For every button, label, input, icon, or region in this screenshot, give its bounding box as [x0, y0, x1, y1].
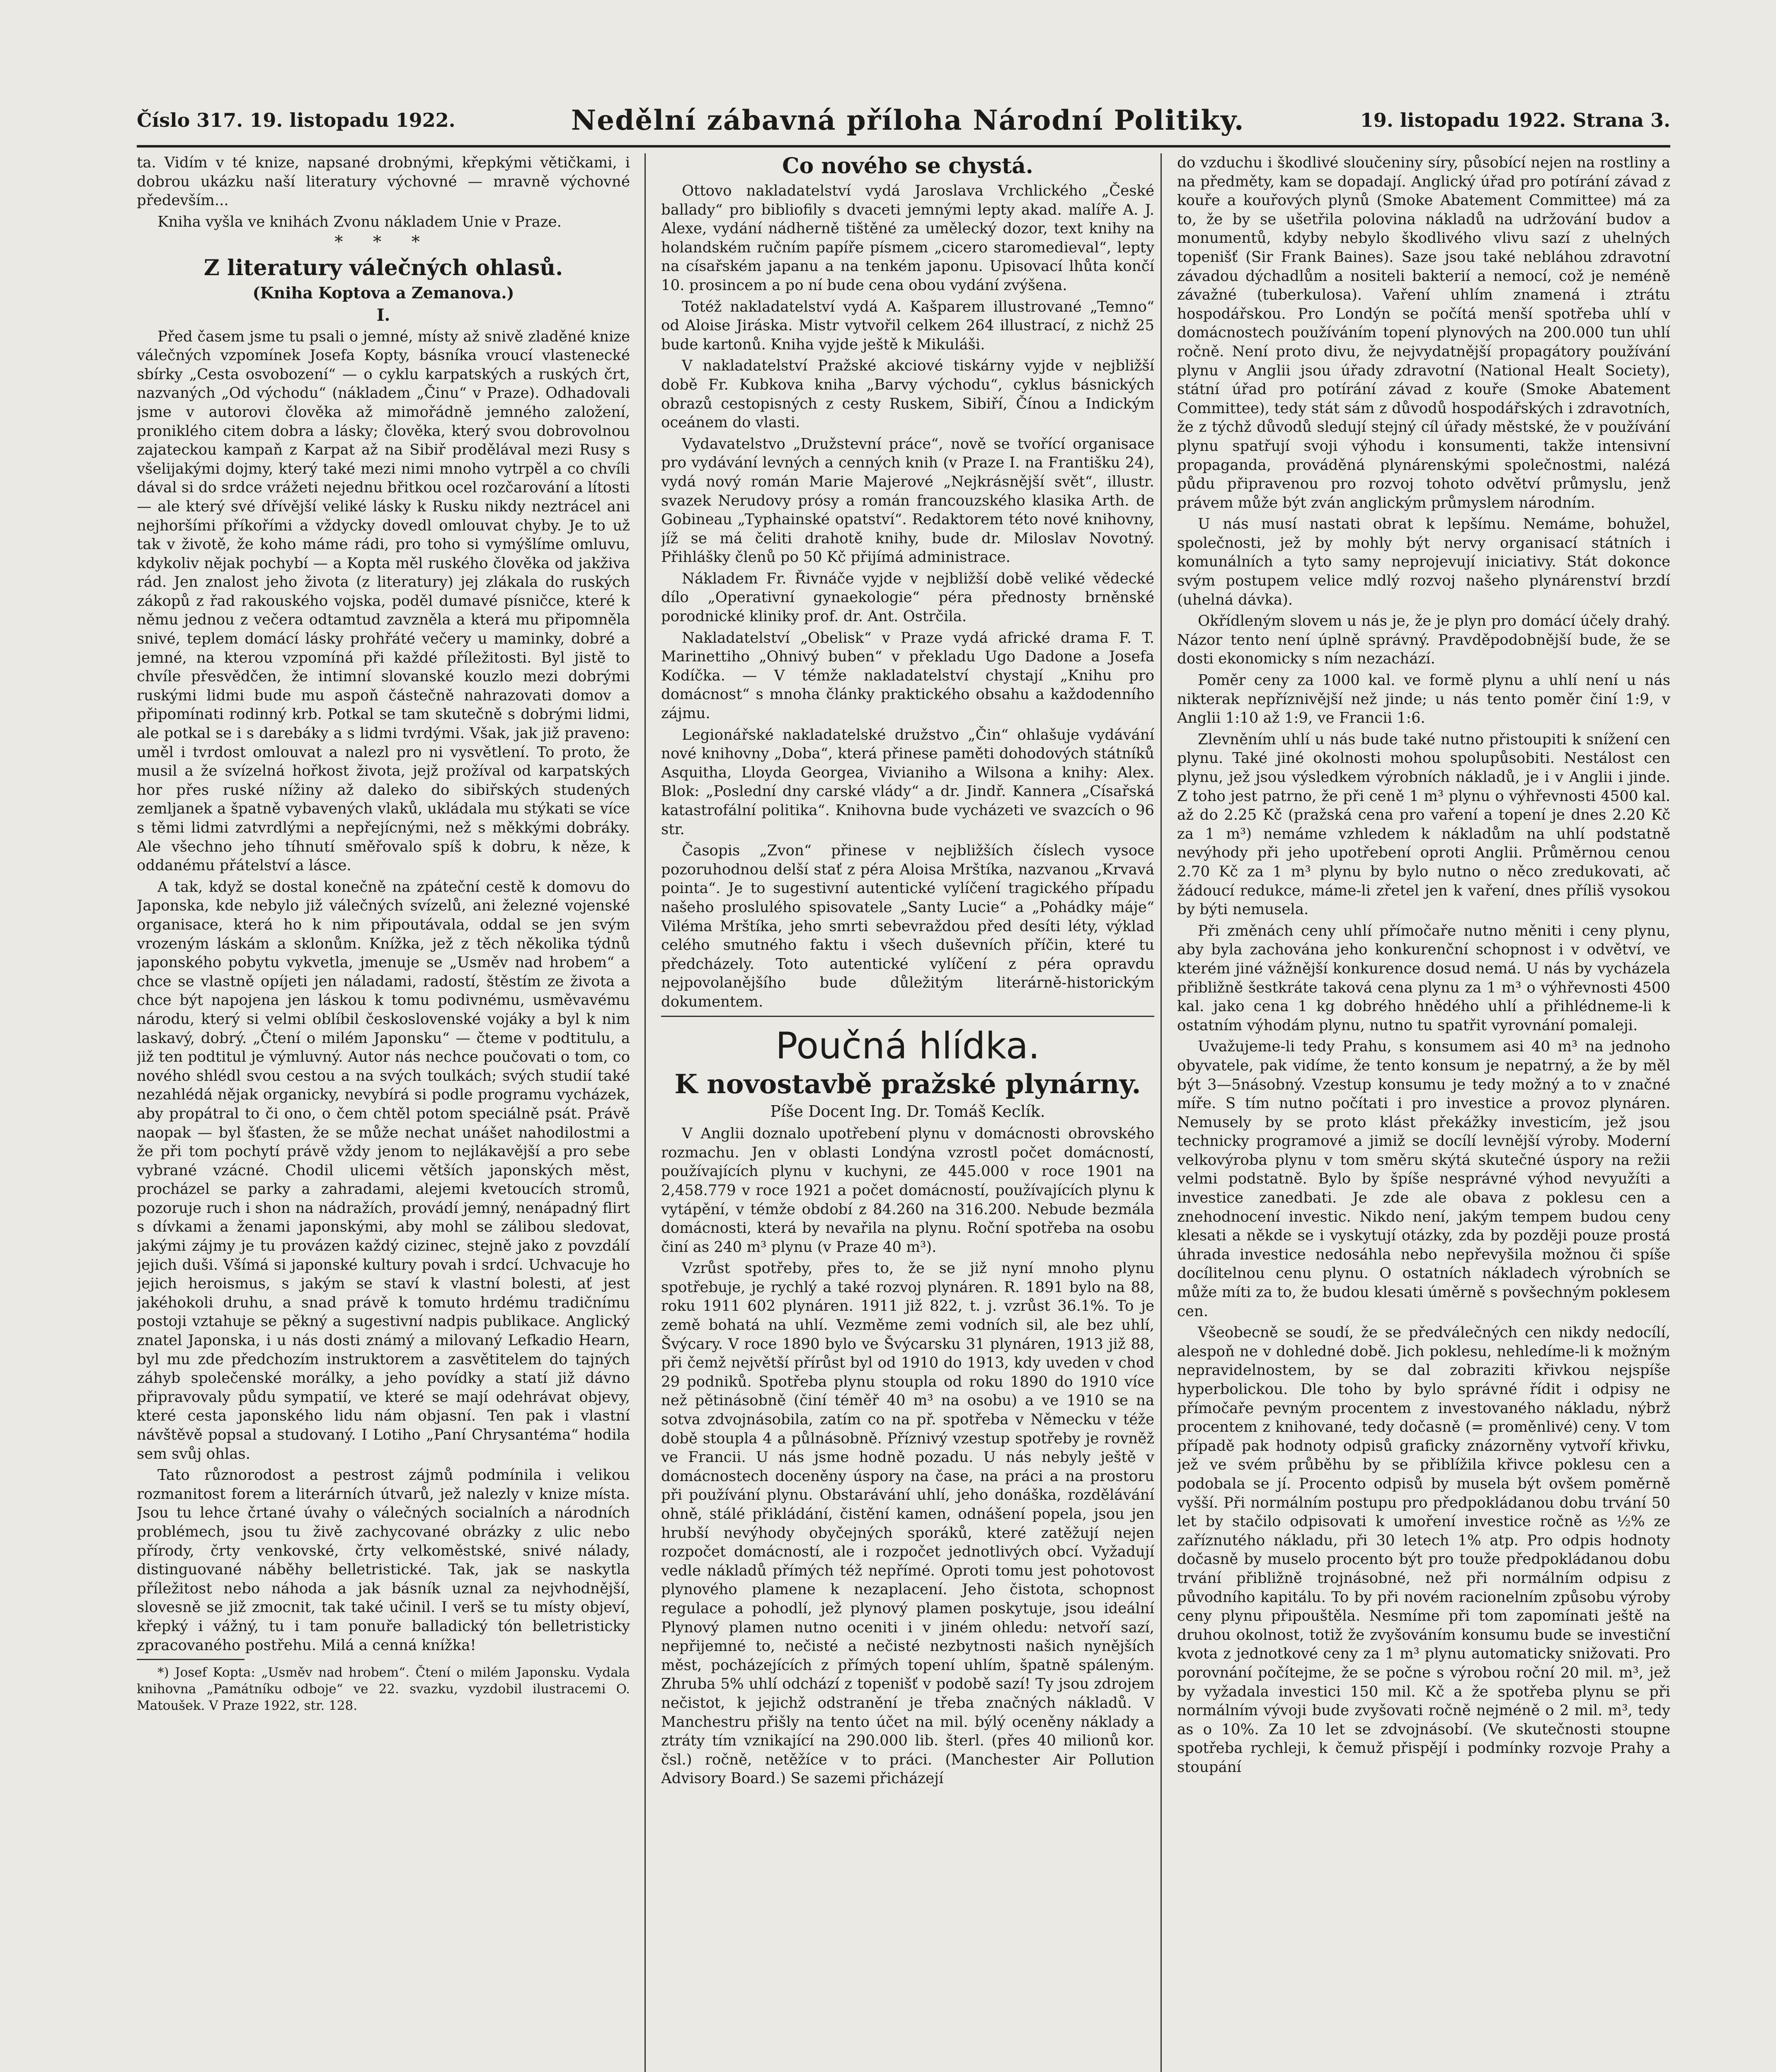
paragraph: Všeobecně se soudí, že se předválečných cen nikdy nedocílí, alespoň ne v dohledné době. Jich poklesu, nehledíme-li k možným nepravidelnostem, by se dal zobraziti křivkou nejspíše hyperbolickou. Dle toho by bylo správné řídit i odpisy ne přímočaře pevným procentem z investovaného nákladu, nýbrž procentem z knihované, tedy dočasně (= proměnlivé) ceny. V tom případě pak hodnoty odpisů graficky znázorněny vytvoří křivku, jež ve svém průběhu by se přiblížila křivce poklesu cen a podobala se jí. Procento odpisů by musela být ovšem poměrně vyšší. Při normálním postupu pro předpokládanou dobu trvání 50 let by stačilo odpisovati k umoření investice ročně as ½% ze zaříznutého nákladu, při 30 letech 1% atp. Pro odpis hodnoty dočasně by muselo procento být pro touže předpokládanou dobu trvání přibližně trojnásobné, než při normálním odpisu z původního kapitálu. To by při novém racionelním způsobu výroby ceny plynu připouštěla. Nesmíme při tom zapomínati ještě na druhou okolnost, totiž že zvyšováním konsumu bude se investiční kvota z jednotkové ceny za 1 m³ plynu automaticky snižovati. Pro porovnání počítejme, že se počne s výrobou roční 20 mil. m³, jež by vyžadala investici 150 mil. Kč a že spotřeba plynu se při normálním vývoji bude zvyšovati ročně nejméně o 2 mil. m³, tedy as o 10%. Za 10 let se zdvojnásobí. (Ve skutečnosti stoupne spotřeba rychleji, k čemuž přispějí i podmínky rozvoje Prahy a stoupání [1177, 1324, 1670, 1776]
paragraph: Okřídleným slovem u nás je, že je plyn pro domácí účely drahý. Názor tento není úplně správný. Pravděpodobnější bude, že se dosti ekonomicky s ním nezachází. [1177, 612, 1670, 668]
section-separator: * * * [334, 232, 432, 252]
article-title: K novostavbě pražské plynárny. [674, 1068, 1141, 1100]
paragraph: Vzrůst spotřeby, přes to, že se již nyní mnoho plynu spotřebuje, je rychlý a také rozvoj plynáren. R. 1891 bylo na 88, roku 1911 602 plynáren. 1911 již 822, t. j. vzrůst 36.1%. To je země bohatá na uhlí. Vezměme zemi vodních sil, ale bez uhlí, Švýcary. V roce 1890 bylo ve Švýcarsku 31 plynáren, 1913 již 88, při čemž největší přírůst byl od 1910 do 1913, kdy uveden v chod 29 podniků. Spotřeba plynu stoupla od roku 1890 do 1910 více než pětinásobně (činí téměř 40 m³ na osobu) a ve 1910 se na sotva zdvojnásobila, zatím co na př. spotřeba v Německu v téže době stoupla 4 a půlnásobně. Příznivý vzestup spotřeby je rovněž ve Francii. U nás jsme hodně pozadu. U nás nebyly ještě v domácnostech doceněny úspory na čase, na práci a na prostoru při používání plynu. Obstarávání uhlí, jeho donáška, rozdělávání ohně, stálé přikládání, čistění kamen, odnášení popela, jsou jen hrubší nevýhody obyčejných sporáků, které zatěžují nejen rozpočet domácností, ale i rozpočet jednotlivých obcí. Vyžadují vedle nákladů přímých též nepřímé. Oproti tomu jest pohotovost plynového plamene k nezaplacení. Jeho čistota, schopnost regulace a pohodlí, jež plynový plamen poskytuje, jsou ideální Plynový plamen nutno oceniti i v jiném ohledu: netvoří sazí, nepřijemné to, nečisté a nečisté nezbytnosti našich nynějších měst, pocházejících z přímých topení uhlím, špatně spáleným. Zhruba 5% uhlí odchází z topenišť v podobě sazí! Ty jsou zdrojem nečistot, k jejichž odstranění je třeba značných nákladů. V Manchestru přišly na tento účet na mil. býlý oceněny náklady a ztráty tím vznikající na 290.000 lib. šterl. (přes 40 milionů kor. čsl.) ročně, netěžíce v to práci. (Manchester Air Pollution Advisory Board.) Se sazemi přicházejí [661, 1260, 1154, 1787]
paragraph: Uvažujeme-li tedy Prahu, s konsumem asi 40 m³ na jednoho obyvatele, pak vidíme, že tento konsum je nepatrný, a že by měl být 3—5násobný. Vzestup konsumu je tedy možný a to v značné míře. S tím nutno počítati i pro investice a provoz plynáren. Nemusely by se proto klást překážky investicím, jež jsou technicky programové a jimiž se docílí levnější výroby. Moderní velkovýroba plynu v tom směru skýtá skutečné úspory na režii velmi podstatně. Bylo by špíše nesprávné výhod nevyužíti a investice zanedbati. Je zde ale obava z poklesu cen a znehodnocení investic. Nikdo není, jakým tempem budou ceny klesati a někde se i vyskytují otázky, zda by později pouze prostá úhrada investice nedosáhla nebo nepřevyšila možnou či spíše docílitelnou cenu plynu. O ostatních nákladech výrobních se může míti za to, že budou klesati úměrně s povšechným poklesem cen. [1177, 1038, 1670, 1320]
column-3 [1177, 153, 1670, 2072]
footnote: *) Josef Kopta: „Usměv nad hrobem“. Čtení o milém Japonsku. Vydala knihovna „Památníku odboje“ ve 22. svazku, vyzdobil ilustracemi O. Matoušek. V Praze 1922, str. 128. [137, 1665, 630, 1714]
article-subtitle: (Kniha Koptova a Zemanova.) [252, 283, 514, 303]
supplement-title: Nedělní zábavná příloha Národní Politiky. [571, 104, 1245, 136]
news-item: Ottovo nakladatelství vydá Jaroslava Vrchlického „České ballady“ pro bibliofily s dvaceti jemnými lepty akad. malíře A. J. Alexe, vydání nádherně tištěné za umělecký dozor, text knihy na holandském ručním papíře písmem „cicero staromedieval“, lepty na císařském japanu a na tenkém japonu. Upisovací lhůta končí 10. prosincem a po ní bude cena obou vydání zvýšena. [661, 182, 1154, 294]
news-item: Totéž nakladatelství vydá A. Kašparem illustrované „Temno“ od Aloise Jiráska. Mistr vytvořil celkem 264 illustrací, z nichž 25 bude kartonů. Kniha vyjde ještě k Mikuláši. [661, 298, 1154, 353]
column-divider [644, 153, 646, 2072]
section-banner: Poučná hlídka. [775, 1024, 1040, 1067]
paragraph: do vzduchu i škodlivé sloučeniny síry, působící nejen na rostliny a na předměty, kam se dopadají. Anglický úřad pro potírání závad z kouře a kouřových plynů (Smoke Abatement Committee) má za to, že by se ušetřila polovina nákladů na udržování budov a monumentů, kdyby nebylo škodlivého vlivu sazí z uhelných topenišť (Sir Frank Baines). Saze jsou také nebláhou zdravotní závadou dýchadlům a nositeli bakterií a nemocí, což je neméně závažné (tuberkulosa). Vaření uhlím znamená i ztrátu hospodářskou. Pro Londýn se počítá menší spotřeba uhlí v domácnostech používáním topení plynových na 200.000 tun uhlí ročně. Není proto divu, že nejvydatnější propagátory používání plynu v Anglii jsou úřady zdravotní (National Healt Society), státní úřad pro potírání závad z kouře (Smoke Abatement Committee), tedy stát sám z důvodů hospodářských i zdravotních, že z týchž důvodů sledují stejný cíl úřady městské, že v používání plynu spatřují svoji výhodu i konsumenti, takže intensivní propaganda, prováděná plynárenskými společnostmi, nalézá půdu připravenou pro rozvoj tohoto odvětví průmyslu, jenž právem může být zván anglickým průmyslem národním. [1177, 154, 1670, 511]
article-byline: Píše Docent Ing. Dr. Tomáš Keclík. [770, 1102, 1045, 1121]
paragraph: Zlevněním uhlí u nás bude také nutno přistoupiti k snížení cen plynu. Také jiné okolnosti mohou spolupůsobiti. Nestálost cen plynu, jež jsou výsledkem výrobních nákladů, je i v Anglii i jinde. Z toho jest patrno, že při ceně 1 m³ plynu o výhřevnosti 4500 kal. až do 2.25 Kč (pražská cena pro vaření a topení je dnes 2.20 Kč za 1 m³) nemáme vzhledem k nákladům na uhlí podstatně nevýhody při jeho upotřebení oproti Anglii. Průměrnou cenou 2.70 Kč za 1 m³ plynu by bylo nutno o něco zredukovati, ač žádoucí redukce, máme-li zřetel jen k vaření, dnes příliš vysokou by býti nemusela. [1177, 731, 1670, 918]
issue-info: Číslo 317. 19. listopadu 1922. [137, 109, 456, 131]
paragraph: Tato různorodost a pestrost zájmů podmínila i velikou rozmanitost forem a literárních útvarů, jež nalezly v knize místa. Jsou tu lehce črtané úvahy o válečných socialních a národních problémech, jsou tu živě zachycované obrázky z ulic nebo přírody, črty venkovské, črty velkoměstské, snivé nálady, distinguované náběhy belletristické. Tak, jak se naskytla příležitost nebo náhoda a jak básník uznal za nejvhodnější, slovesně se již zmocnit, tak také učinil. I verš se tu místy objeví, křepký i vážný, tu i tam ponuře balladický tón belletristicky zpracovaného postřehu. Milá a cenná knížka! [137, 1467, 630, 1654]
news-item: Vydavatelstvo „Družstevní práce“, nově se tvořící organisace pro vydávání levných a cenných knih (v Praze I. na Františku 24), vydá nový román Marie Majerové „Nejkrásnější svět“, illustr. svazek Nerudovy prósy a román francouzského klasika Arth. de Gobineau „Typhainské opatství“. Redaktorem této nové knihovny, jíž se má čeliti drahotě knihy, bude dr. Miloslav Novotný. Přihlášky členů po 50 Kč přijímá administrace. [661, 435, 1154, 566]
paragraph: A tak, když se dostal konečně na zpáteční cestě k domovu do Japonska, kde nebylo již válečných svízelů, ani železné vojenské organisace, která ho k nim připoutávala, oddal se jen svým vrozeným láskám a sklonům. Knížka, jež z těch několika týdnů japonského pobytu vykvetla, jmenuje se „Usměv nad hrobem“ a chce se vlastně opíjeti jen náladami, radostí, štěstím ze života a chce být napojena jen láskou k tomu podivnému, usměvavému národu, který si velmi oblíbil československé vojáky a byl k nim laskavý, dobrý. „Čtení o milém Japonsku“ — čteme v podtitulu, a již ten podtitul je výmluvný. Autor nás nechce poučovati o tom, co nového shlédl svou cestou a na svých toulkách; svých studií také nezahlédá nějak organicky, nevybírá si podle programu vycházek, aby propátral to či ono, o čem chtěl potom speciálně psát. Právě naopak — byl šťasten, že se může nechat unášet nahodilostmi a že při tom pochytí právě vždy jenom to nejlákavější a pro sebe vybrané vzácné. Chodil ulicemi větších japonských měst, procházel se parky a zahradami, alejemi kvetoucích stromů, pozoruje ruch i shon na nádražích, provádí jemný, nenápadný flirt s dívkami a ženami japonskými, aby mohl se zálibou sledovat, jakými zájmy je tu provázen každý cizinec, stejně jako z povzdálí jejich duši. Všímá si japonské kultury povah i srdcí. Uchvacuje ho jejich heroismus, s jakým se staví k vlastní bolesti, ať jest jakéhokoli druhu, a snad právě k tomuto hrdému tradičnímu postoji vztahuje se pěkný a sugestivní nadpis publikace. Anglický znatel Japonska, i u nás dosti známý a milovaný Lefkadio Hearn, byl mu zde předchozím instruktorem a zasvětitelem do tajných záhyb společenské morálky, a jeho povídky a statí již dávno připravovaly půdu sympatií, ve které se mají odehrávat objevy, které cesta japonského lidu nám objasní. Ten pak i vlastní návštěvě popsal a studovaný. I Lotiho „Paní Chrysantéma“ hodila sem svůj ohlas. [137, 878, 630, 1462]
article-title: Z literatury válečných ohlasů. [204, 255, 563, 281]
header-rule [137, 145, 1670, 148]
paragraph: Kniha vyšla ve knihách Zvonu nákladem Unie v Praze. [157, 213, 562, 230]
paragraph: Poměr ceny za 1000 kal. ve formě plynu a uhlí není u nás nikterak nepříznivější než jinde; u nás tento poměr činí 1:9, v Anglii 1:10 až 1:9, ve Francii 1:6. [1177, 672, 1670, 727]
news-item: Nákladem Fr. Řivnáče vyjde v nejbližší době veliké vědecké dílo „Operativní gynaekologie“ péra přednosty brněnské porodnické kliniky prof. dr. Ant. Ostrčila. [661, 570, 1154, 625]
paragraph: V Anglii doznalo upotřebení plynu v domácnosti obrovského rozmachu. Jen v oblasti Londýna vzrostl počet domácností, používajících plynu v kuchyni, ze 445.000 v roce 1901 na 2,458.779 v roce 1921 a počet domácností, používajících plynu k vytápění, v témže období z 84.260 na 316.200. Nebude bezmála domácnosti, která by nevařila na plynu. Roční spotřeba na osobu činí as 240 m³ plynu (v Praze 40 m³). [661, 1125, 1154, 1256]
column-2 [661, 153, 1154, 2072]
paragraph: Před časem jsme tu psali o jemné, místy až snivě zladěné knize válečných vzpomínek Josefa Kopty, básníka vroucí vlastenecké sbírky „Cesta osvobození“ — o cyklu karpatských a ruských črt, nazvaných „Od východu“ (nákladem „Činu“ v Praze). Odhadovali jsme v autorovi člověka až mimořádně jemného založení, proniklého citem dobra a lásky; člověka, který svou dobrovolnou zajateckou kampaň z Karpat až na Sibiř prodělával mezi Rusy s všelijakými dojmy, který také mezi nimi mnoho vytrpěl a co chvíli dával si do srdce vrážeti nejednu břitkou ocel rozčarování a lítosti — ale který své dřívější veliké lásky k Rusku nikdy neztrácel ani nejhoršími příkořími a vždycky dovedl omlouvat chyby. Je to už tak v životě, že koho máme rádi, pro toho si vymýšlíme omluvu, kdykoliv nějak pochybí — a Kopta měl ruského člověka od jakživa rád. Jen znalost jeho života (z literatury) jej zlákala do ruských zákopů z řad rakouského vojska, poděl dumavé písničce, které k němu jednou z večera odtamtud zavzněla a která mu připomněla snivé, teplem domácí lásky prohřáté večery u maminky, dobré a jemné, na kterou vzpomíná při každé příležitosti. Byl jistě to chvíle přesvědčen, že intimní slovanské kouzlo mezi dobrými ruskými lidmi bude mu aspoň částečně nahrazovati domov a připomínati rodinný krb. Potkal se tam skutečně s dobrými lidmi, ale potkal se i s darebáky a s lidmi tvrdými. Však, jak již praveno: uměl i tvrdost omlouvat a nalezl pro ni vysvětlení. To proto, že musil a že svízelná hořkost života, jejž prožíval od karpatských hor přes ruské nížiny až daleko do sibiřských studených zemljanek a špatně vybavených vlaků, ukládala mu stýkati se více s těmi lidmi zatvrdlými a nepřejícnými, než s měkkými dobráky. Ale všechno jeho tíhnutí směřovalo spíš k dobru, k něze, k oddanému přátelství a lásce. [137, 328, 630, 874]
news-item: Nakladatelství „Obelisk“ v Praze vydá africké drama F. T. Marinettiho „Ohnivý buben“ v překladu Ugo Dadone a Josefa Kodíčka. — V témže nakladatelství chystají „Knihu pro domácnost“ s mnoha články praktického obsahu a každodenního zájmu. [661, 629, 1154, 722]
news-item: Legionářské nakladatelské družstvo „Čin“ ohlašuje vydávání nové knihovny „Doba“, která přinese paměti dohodových státníků Asquitha, Lloyda Georgea, Vivianiho a Wilsona a knihy: Alex. Blok: „Poslední dny carské vlády“ a dr. Jindř. Kannera „Císařská katastrofální politika“. Knihovna bude vycházeti ve svazcích o 96 str. [661, 726, 1154, 838]
paragraph: U nás musí nastati obrat k lepšímu. Nemáme, bohužel, společnosti, jež by mohly být nervy organisací státních i komunálních a tyto samy neprojevují iniciativy. Stát dokonce svým postupem velice mdlý rozvoj našeho plynárenství brzdí (uhelná dávka). [1177, 516, 1670, 608]
paragraph: ta. Vidím v té knize, napsané drobnými, křepkými větičkami, i dobrou ukázku naší literatury výchovné — mravně výchovné především... [137, 154, 630, 209]
news-item: Časopis „Zvon“ přinese v nejbližších číslech vysoce pozoruhodnou delší stať z péra Aloisa Mrštíka, nazvanou „Krvavá pointa“. Je to sugestivní autentické vylíčení tragického případu našeho proslulého spisovatele „Santy Lucie“ a „Pohádky máje“ Viléma Mrštíka, jeho smrti sebevraždou před desíti léty, výklad celého smutného faktu i všech duševních příčin, které tu předcházely. Toto autentické vylíčení z péra opravdu nejpovolanějšího bude důležitým literárně-historickým dokumentem. [661, 842, 1154, 1010]
newspaper-page [137, 95, 1670, 2072]
section-rule [661, 1016, 1154, 1017]
part-number: I. [376, 305, 390, 325]
page-header [137, 95, 1670, 145]
section-title: Co nového se chystá. [782, 153, 1033, 179]
footnote-rule [137, 1659, 245, 1660]
date-page-number: 19. listopadu 1922. Strana 3. [1360, 109, 1670, 131]
news-item: V nakladatelství Pražské akciové tiskárny vyjde v nejbližší době Fr. Kubkova kniha „Barvy východu“, cyklus básnických obrazů cestopisných z cesty Ruskem, Sibiří, Čínou a Indickým oceánem do vlasti. [661, 357, 1154, 431]
paragraph: Při změnách ceny uhlí přímočaře nutno měniti i ceny plynu, aby byla zachována jeho konkurenční schopnost i v odvětví, ve kterém jiné vážnější konkurence dosud nemá. U nás by vycházela přibližně šestkráte taková cena plynu za 1 m³ o výhřevnosti 4500 kal. jako cena 1 kg dobrého hnědého uhlí a přihlédneme-li k ostatním výhodám plynu, nutno tu spatřit vyrovnání pomaleji. [1177, 922, 1670, 1034]
column-1 [137, 153, 630, 2072]
column-divider [1161, 153, 1162, 2072]
